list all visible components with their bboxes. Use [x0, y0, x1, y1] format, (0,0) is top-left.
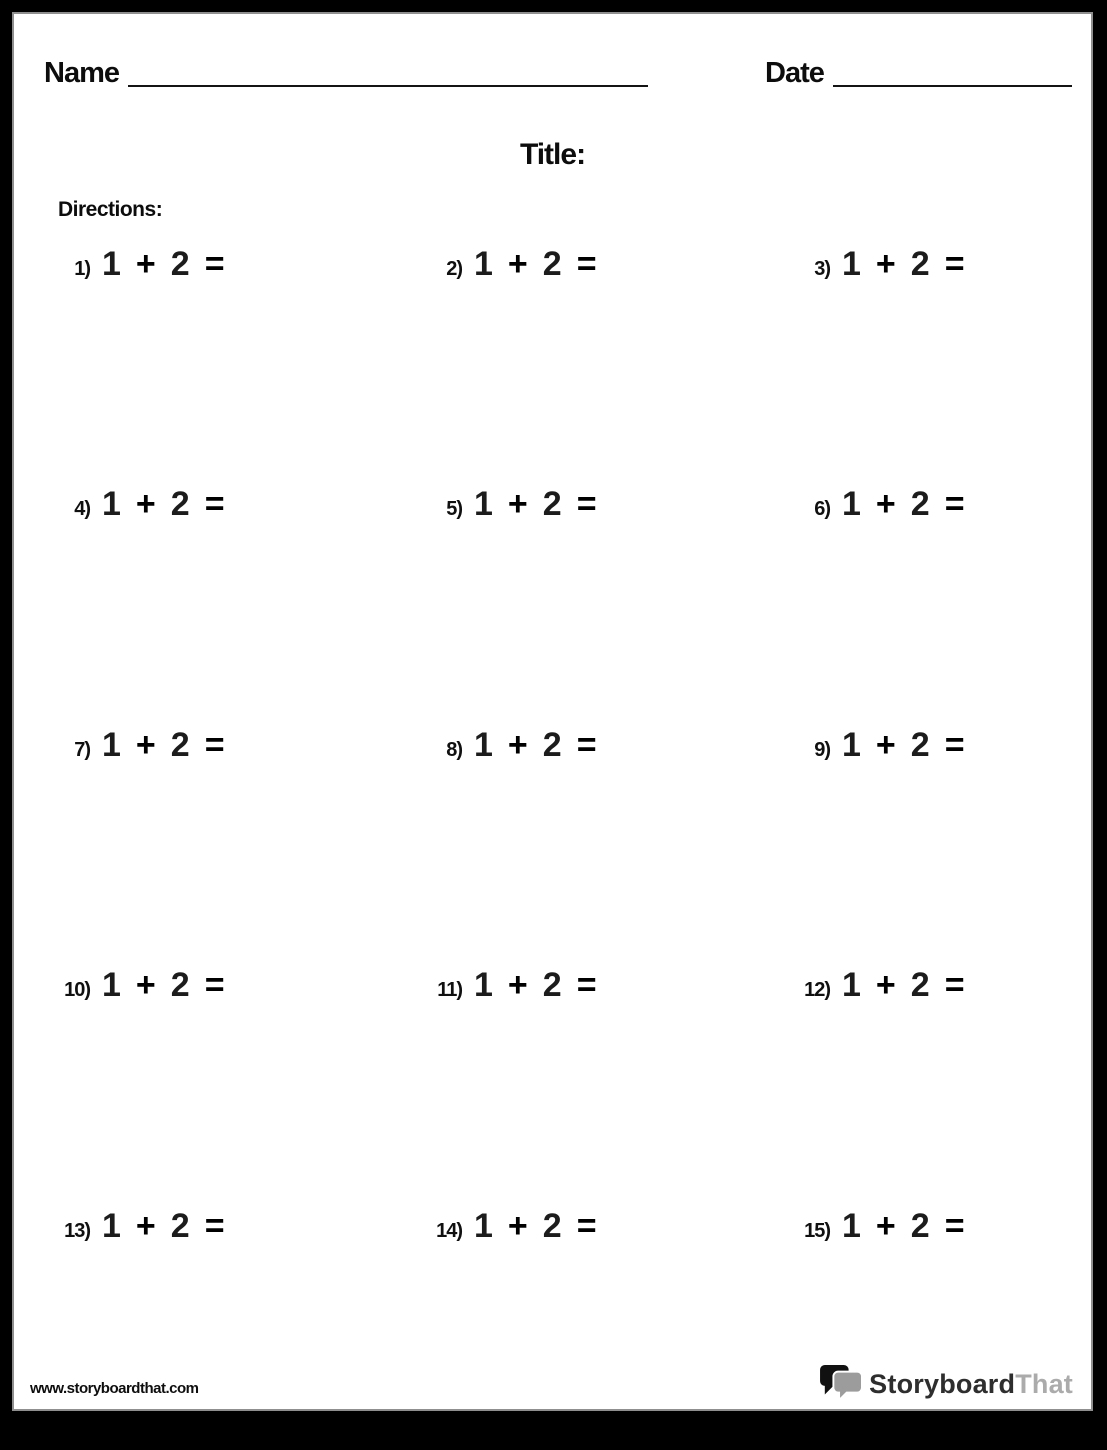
problem-item-6 [782, 485, 965, 529]
problem-number: 13) [64, 1220, 90, 1242]
problem-expression [842, 966, 965, 1005]
problem-number: 9) [814, 739, 830, 761]
problem-expression [102, 726, 225, 765]
equals-sign: = [944, 1207, 965, 1245]
problem-number: 7) [74, 739, 90, 761]
problem-number: 12) [804, 979, 830, 1001]
equals-sign: = [944, 726, 965, 764]
problem-item-9 [782, 726, 965, 770]
plus-sign: + [507, 966, 528, 1004]
problem-expression [102, 245, 225, 284]
problem-number: 4) [74, 498, 90, 520]
problem-item-8 [414, 726, 597, 770]
equals-sign: = [944, 966, 965, 1004]
plus-sign: + [135, 245, 156, 283]
addend-a: 1 [102, 966, 121, 1004]
problem-number: 6) [814, 498, 830, 520]
directions-label: Directions: [58, 198, 163, 221]
problem-item-12 [782, 966, 965, 1010]
problem-item-10 [42, 966, 225, 1010]
addend-b: 2 [910, 966, 930, 1004]
addend-a: 1 [842, 245, 861, 283]
addend-b: 2 [170, 726, 190, 764]
problem-expression [842, 726, 965, 765]
problem-item-1 [42, 245, 225, 289]
equals-sign: = [576, 1207, 597, 1245]
problem-expression [842, 485, 965, 524]
equals-sign: = [944, 245, 965, 283]
addend-a: 1 [474, 485, 493, 523]
addend-a: 1 [474, 245, 493, 283]
date-blank-line [833, 85, 1072, 87]
problem-expression [102, 966, 225, 1005]
date-field [765, 58, 1072, 90]
addend-b: 2 [910, 1207, 930, 1245]
problem-number: 1) [74, 258, 90, 280]
addend-b: 2 [170, 245, 190, 283]
problem-number: 11) [437, 979, 462, 1001]
brand-text-dark: Storyboard [869, 1368, 1016, 1399]
addend-a: 1 [842, 966, 861, 1004]
addend-b: 2 [542, 966, 562, 1004]
equals-sign: = [204, 726, 225, 764]
date-label: Date [765, 57, 824, 89]
addend-b: 2 [542, 1207, 562, 1245]
problem-number: 8) [446, 739, 462, 761]
plus-sign: + [875, 245, 896, 283]
problem-expression [474, 485, 597, 524]
plus-sign: + [875, 966, 896, 1004]
problem-expression [474, 966, 597, 1005]
brand-text-light: That [1015, 1368, 1073, 1399]
problem-expression [474, 245, 597, 284]
addend-a: 1 [102, 485, 121, 523]
plus-sign: + [875, 1207, 896, 1245]
problem-expression [102, 485, 225, 524]
problem-number: 5) [446, 498, 462, 520]
plus-sign: + [507, 726, 528, 764]
addend-b: 2 [542, 245, 562, 283]
plus-sign: + [135, 1207, 156, 1245]
problem-item-13 [42, 1207, 225, 1251]
plus-sign: + [507, 1207, 528, 1245]
addend-a: 1 [474, 726, 493, 764]
worksheet-title: Title: [519, 138, 586, 171]
addend-b: 2 [910, 245, 930, 283]
problem-expression [842, 1207, 965, 1246]
problem-number: 2) [446, 258, 462, 280]
problem-expression [842, 245, 965, 284]
plus-sign: + [875, 726, 896, 764]
addend-a: 1 [102, 1207, 121, 1245]
problem-number: 14) [436, 1220, 462, 1242]
problem-item-2 [414, 245, 597, 289]
plus-sign: + [135, 485, 156, 523]
problem-item-7 [42, 726, 225, 770]
addend-a: 1 [842, 1207, 861, 1245]
addend-a: 1 [102, 726, 121, 764]
problem-item-14 [414, 1207, 597, 1251]
problem-item-15 [782, 1207, 965, 1251]
problem-number: 3) [814, 258, 830, 280]
problem-item-3 [782, 245, 965, 289]
speech-bubbles-icon [819, 1364, 869, 1404]
problem-expression [474, 726, 597, 765]
addend-a: 1 [842, 726, 861, 764]
name-label: Name [44, 57, 119, 89]
plus-sign: + [507, 245, 528, 283]
equals-sign: = [204, 485, 225, 523]
addend-a: 1 [474, 1207, 493, 1245]
addend-b: 2 [170, 485, 190, 523]
problem-item-5 [414, 485, 597, 529]
addend-b: 2 [170, 966, 190, 1004]
problem-expression [474, 1207, 597, 1246]
plus-sign: + [507, 485, 528, 523]
equals-sign: = [576, 245, 597, 283]
problem-expression [102, 1207, 225, 1246]
plus-sign: + [875, 485, 896, 523]
addend-b: 2 [170, 1207, 190, 1245]
plus-sign: + [135, 966, 156, 1004]
problem-item-11 [414, 966, 597, 1010]
equals-sign: = [204, 1207, 225, 1245]
equals-sign: = [944, 485, 965, 523]
equals-sign: = [576, 485, 597, 523]
addend-b: 2 [910, 485, 930, 523]
problem-number: 15) [804, 1220, 830, 1242]
problem-number: 10) [64, 979, 90, 1001]
addend-a: 1 [474, 966, 493, 1004]
equals-sign: = [204, 966, 225, 1004]
equals-sign: = [204, 245, 225, 283]
addend-a: 1 [102, 245, 121, 283]
addend-b: 2 [542, 726, 562, 764]
equals-sign: = [576, 966, 597, 1004]
problem-item-4 [42, 485, 225, 529]
addend-b: 2 [542, 485, 562, 523]
equals-sign: = [576, 726, 597, 764]
website-url: www.storyboardthat.com [30, 1380, 199, 1397]
addend-a: 1 [842, 485, 861, 523]
worksheet-page [12, 12, 1093, 1411]
name-field [44, 58, 648, 90]
plus-sign: + [135, 726, 156, 764]
addend-b: 2 [910, 726, 930, 764]
name-blank-line [128, 85, 648, 87]
storyboardthat-logo [819, 1364, 1073, 1404]
